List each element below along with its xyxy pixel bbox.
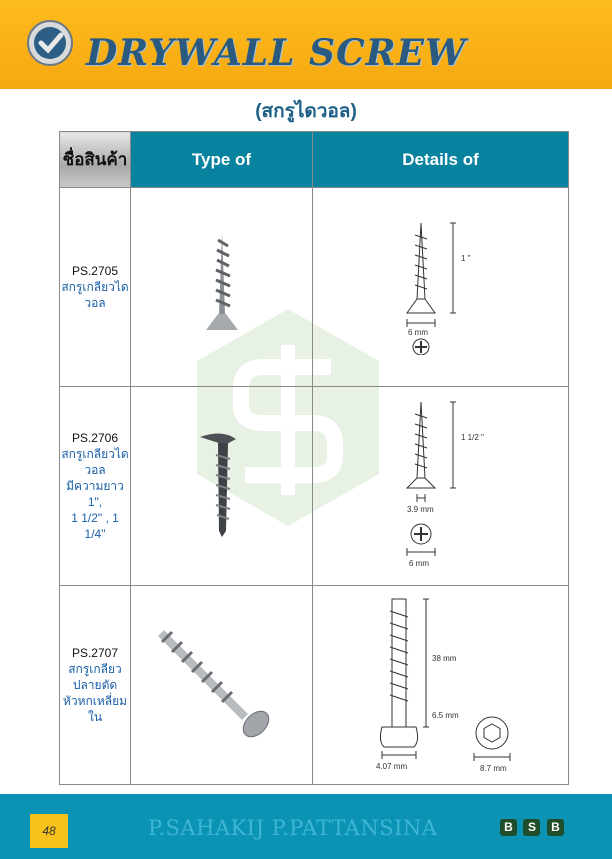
dim-head-width: 4.07 mm <box>375 761 407 771</box>
check-badge-icon <box>26 19 74 67</box>
dim-head: 6 mm <box>408 558 429 568</box>
table-row <box>60 387 569 586</box>
dim-length: 38 mm <box>431 653 456 663</box>
hex-socket-icon <box>476 717 508 749</box>
product-name-cell <box>60 387 131 586</box>
page-header <box>0 0 612 89</box>
dim-length: 1 " <box>460 253 471 263</box>
product-image-cell <box>131 188 313 387</box>
phillips-head-icon <box>411 524 431 544</box>
logo-b-icon: B <box>500 819 517 836</box>
drywall-screw-image <box>192 230 252 340</box>
footer-brand: P.SAHAKIJ P.PATTANSINA <box>148 816 438 840</box>
product-details-cell <box>313 387 569 586</box>
page-title: DRYWALL SCREW <box>86 32 467 74</box>
page-number: 48 <box>30 814 68 848</box>
dimension-drawing <box>356 593 526 773</box>
product-code: PS.2706 <box>71 431 119 445</box>
product-name-cell <box>60 586 131 785</box>
dim-head-height: 6.5 mm <box>431 710 459 720</box>
product-table <box>59 131 569 785</box>
product-name-cell <box>60 188 131 387</box>
dimension-drawing <box>381 215 501 355</box>
product-code: PS.2705 <box>71 264 119 278</box>
dim-hex: 8.7 mm <box>479 763 507 773</box>
dim-head: 6 mm <box>407 327 428 337</box>
table-row <box>60 188 569 387</box>
page-subtitle: (สกรูไดวอล) <box>255 101 357 122</box>
product-description: สกรูเกลียวปลายตัด หัวหกเหลี่ยมใน <box>62 662 128 724</box>
page-footer <box>0 794 612 859</box>
column-header-details: Details of <box>313 132 569 188</box>
product-details-cell <box>313 188 569 387</box>
product-image-cell <box>131 586 313 785</box>
drywall-screw-image <box>192 429 252 539</box>
logo-b-icon: B <box>547 819 564 836</box>
product-details-cell <box>313 586 569 785</box>
table-row <box>60 586 569 785</box>
column-header-type: Type of <box>131 132 313 188</box>
product-image-cell <box>131 387 313 586</box>
table-header-row <box>60 132 569 188</box>
product-description: สกรูเกลียวไดวอล <box>61 280 129 310</box>
logo-s-icon: S <box>523 819 540 836</box>
dimension-drawing <box>381 394 501 574</box>
product-description: สกรูเกลียวไดวอล มีความยาว 1", 1 1/2" , 1 1/4" <box>61 447 129 541</box>
phillips-head-icon <box>413 339 429 355</box>
footer-logos <box>500 818 566 836</box>
product-code: PS.2707 <box>71 646 119 660</box>
dim-shank: 3.9 mm <box>406 504 434 514</box>
column-header-name: ชื่อสินค้า <box>60 132 131 188</box>
hex-screw-image <box>152 618 292 748</box>
dim-length: 1 1/2 " <box>460 432 484 442</box>
